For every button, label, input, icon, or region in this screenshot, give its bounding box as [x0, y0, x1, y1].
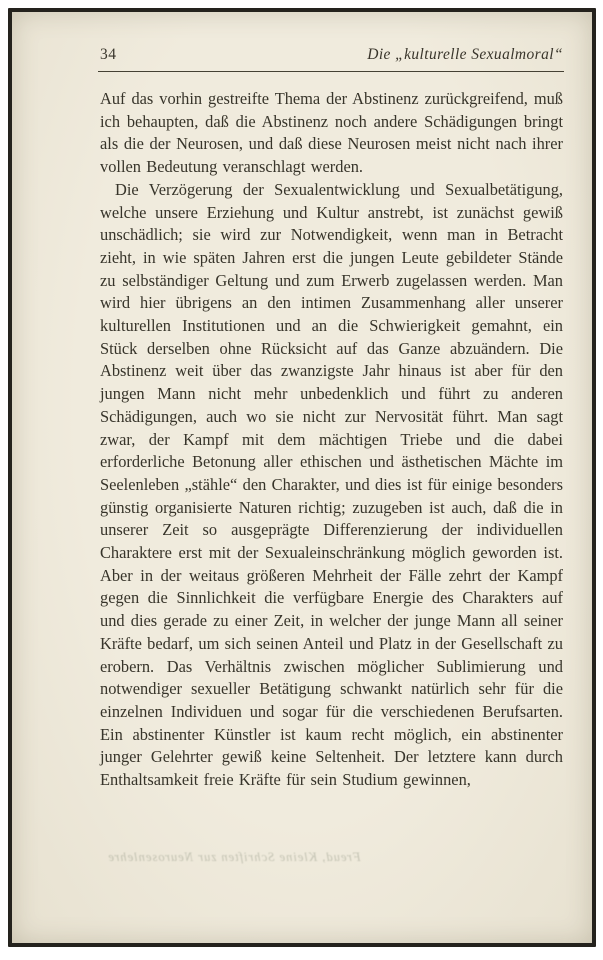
showthrough-text: Freud, Kleine Schriften zur Neurosenlehre: [107, 850, 361, 864]
page-header: [100, 46, 563, 64]
paragraph: Auf das vorhin gestreifte Thema der Abstinenz zurückgreifend, muß ich behaupten, daß die Abstinenz noch andere Schädigungen bringt als die der Neurosen, und daß diese Neurosen meist nicht nach ihrer vollen Bedeutung veranschlagt werden.: [100, 89, 563, 177]
paper-surface: [12, 12, 592, 943]
body-text: [100, 88, 563, 792]
paragraph: Die Verzögerung der Sexualentwicklung und Sexualbetätigung, welche unsere Erziehung und Kultur anstrebt, ist zunächst gewiß unschädlich; sie wird zur Notwendigkeit, wenn man in Betracht zieht, in wie späten Jahren erst die jungen Leute gebildeter Stände zu selbständiger Geltung und zum Erwerb zugelassen werden. Man wird hier übrigens an den intimen Zusammenhang aller unserer kulturellen Institutionen und an die Schwierigkeit gemahnt, ein Stück derselben ohne Rücksicht auf das Ganze abzuändern. Die Abstinenz weit über das zwanzigste Jahr hinaus ist aber für den jungen Mann nicht mehr unbedenklich und führt zu anderen Schädigungen, auch wo sie nicht zur Nervosität führt. Man sagt zwar, der Kampf mit dem mächtigen Triebe und die dabei erforderliche Betonung aller ethischen und ästhetischen Mächte im Seelenleben „stähle“ den Charakter, und dies ist für einige besonders günstig organisierte Naturen richtig; zuzugeben ist auch, daß die in unserer Zeit so ausgeprägte Differenzierung der individuellen Charaktere erst mit der Sexualeinschränkung möglich geworden ist. Aber in der weitaus größeren Mehrheit der Fälle zehrt der Kampf gegen die Sinnlichkeit die verfügbare Energie des Charakters auf und dies gerade zu einer Zeit, in welcher der junge Mann all seiner Kräfte bedarf, um sich seinen Anteil und Platz in der Gesellschaft zu erobern. Das Verhältnis zwischen möglicher Sublimierung und notwendiger sexueller Betätigung schwankt natürlich sehr für die einzelnen Individuen und sogar für die verschiedenen Berufsarten. Ein abstinenter Künstler ist kaum recht möglich, ein abstinenter junger Gelehrter gewiß keine Seltenheit. Der letztere kann durch Enthaltsamkeit freie Kräfte für sein Studium gewinnen,: [100, 179, 563, 790]
page-number: 34: [100, 46, 117, 63]
header-rule: [98, 71, 564, 72]
running-title: Die „kulturelle Sexualmoral“: [367, 46, 563, 63]
